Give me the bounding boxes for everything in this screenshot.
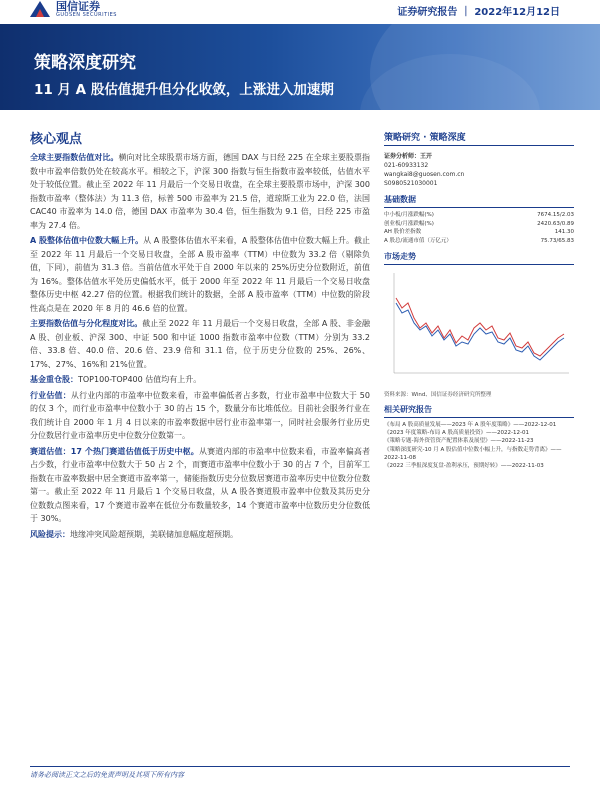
related-report-item[interactable]: 《策略专题-海外资管资产配置体系及展望》——2022-11-23 <box>384 438 534 445</box>
analyst-name <box>384 152 574 161</box>
sidebar <box>384 130 574 470</box>
market-trend-title: 市场走势 <box>384 251 574 265</box>
paragraph-text: 地缘冲突风险超预期，美联储加息幅度超预期。 <box>70 529 238 539</box>
paragraph-text: 横向对比全球股票市场方面，德国 DAX 与日经 225 在全球主要股票指数中市盈率倍数仍处在较高水平。相较之下，沪深 300 指数与恒生指数市盈率较低，估值水平处于较低位置。截止至 2022 年 11 月最后一个交易日收盘，在全球主要股票市场中，沪深 300 指数市盈率（整体法）为 11.3 倍，标普 500 市盈率为 21.5 倍，道琼斯工业为 22.0 倍，法国 CAC40 市盈率为 14.0 倍，德国 DAX 市盈率为 30.4 倍，恒生指数为 9.1 倍，日经 225 市盈率为 27.4 倍。 <box>30 153 370 230</box>
paragraph-index-comparison <box>30 317 370 371</box>
footer-divider <box>30 766 570 767</box>
index-line-blue <box>396 303 564 360</box>
report-category-title: 策略深度研究 <box>34 53 136 73</box>
market-trend-svg <box>384 268 574 388</box>
analyst-cert: S0980521030001 <box>384 180 438 187</box>
analyst-phone: 021-60933132 <box>384 162 429 169</box>
paragraph-text: 从 A 股整体估值水平来看，A 股整体估值中位数大幅上升。截止至 2022 年 11 月最后一个交易日收盘，全部 A 股市盈率（TTM）中位数为 33.2 倍（剔除负值，下同），前值为 31.3 倍。当前估值水平处于自 2000 年以来的 25%历史分位数附近，前值为 16%。整体估值水平处历史偏低水平，低于 2000 年至 2022 年 11 月最后一个交易日收盘整体历史中枢 42.27 倍的位置。根据我们统计的数据，全部 A 股市盈率（TTM）中位数的阶段性高点是在 2020 年 8 月的 46.6 倍的位置。 <box>30 236 370 313</box>
row-value: 141.30 <box>554 229 574 235</box>
paragraph-lead: 行业估值： <box>30 390 71 400</box>
footer-disclaimer: 请务必阅读正文之后的免责声明及其项下所有内容 <box>30 771 184 779</box>
row-key: AH 股价差指数 <box>384 229 422 235</box>
index-line-red <box>396 298 564 356</box>
chart-source: 资料来源：Wind、国信证券经济研究所整理 <box>384 392 492 398</box>
related-report-item[interactable]: 《2022 三季报深度复盘-盈利承压，预期好转》——2022-11-03 <box>384 463 544 470</box>
row-value: 75.73/65.83 <box>540 237 574 244</box>
paragraph-lead: 主要指数估值与分化程度对比。 <box>30 319 143 328</box>
row-value: 7674.15/2.03 <box>537 212 574 218</box>
section-title: 核心观点 <box>30 132 83 147</box>
paragraph-lead: 风险提示： <box>30 529 70 539</box>
paragraph-a-share-median <box>30 234 370 315</box>
logo-subtext: GUOSEN SECURITIES <box>56 11 117 18</box>
paragraph-text: TOP100-TOP400 估值均有上升。 <box>78 375 202 384</box>
row-key: A 股总/流通市值（万亿元） <box>384 237 452 244</box>
paragraph-lead: 全球主要指数估值对比。 <box>30 153 119 162</box>
guosen-logo-icon <box>30 1 50 17</box>
paragraph-text: 从行业内部的市盈率中位数来看，市盈率偏低者占多数，行业市盈率中位数大于 50 的仅 3 个，而行业市盈率中位数小于 30 的占 15 个，数量分布比堆低位。目前社会服务行业在我们统计自 2000 年 1 月 4 日以来的市盈率数据中居行业市盈率第一，同时社会服务行业历史分位数居行业市盈率历史中位数分位数第一。 <box>30 390 370 440</box>
basic-data-row <box>384 220 574 229</box>
paragraph-lead: A 股整体估值中位数大幅上升。 <box>30 236 144 245</box>
paragraph-track <box>30 445 370 526</box>
logo-text: 国信证券 <box>56 0 100 13</box>
basic-data-row <box>384 237 574 246</box>
sidebar-category: 策略研究 · 策略深度 <box>384 130 574 146</box>
paragraph-fund-holdings <box>30 373 370 387</box>
basic-data-row <box>384 228 574 237</box>
row-key: 创业板/月涨跌幅(%) <box>384 220 434 227</box>
paragraph-lead: 基金重仓股： <box>30 375 78 384</box>
paragraph-industry <box>30 389 370 443</box>
analyst-label: 证券分析师：王开 <box>384 153 433 160</box>
report-type-date: 证券研究报告 ｜ 2022年12月12日 <box>397 7 560 18</box>
paragraph-text: 从赛道内部的市盈率中位数来看，市盈率偏高者占少数，行业市盈率中位数大于 50 占 2 个，而赛道市盈率中位数小于 30 的占 7 个，目前军工指数在市盈率数据中居全赛道市盈率第一，储能指数历史分位数居赛道市盈率历史中位数分位数第一。截止至 2022 年 11 月最后 1 个交易日收盘，从 A 股各赛道股市盈率中位数及其历史分位数数点图来看，17 个赛道市盈率在低位分布数量较多，14 个赛道市盈率中位数历史分位数低于 30%。 <box>30 446 371 523</box>
analyst-email[interactable]: wangkai8@guosen.com.cn <box>384 171 465 178</box>
related-reports-title: 相关研究报告 <box>384 404 574 418</box>
logo <box>30 0 117 18</box>
paragraph-text: 截止至 2022 年 11 月最后一个交易日收盘，全部 A 股、非金融 A 股、创业板、沪深 300、中证 500 和中证 1000 指数市盈率中位数（TTM）分别为 33.2 倍、33.8 倍、40.0 倍、20.6 倍、23.9 倍和 31.1 倍，位于历史分位数的 25%、26%、17%、27%、16%和 21%位置。 <box>30 319 370 369</box>
row-value: 2420.63/0.89 <box>537 220 574 227</box>
paragraph-global-valuation <box>30 151 370 232</box>
related-report-item[interactable]: 《布局 A 股高质量发展——2023 年 A 股年度策略》——2022-12-01 <box>384 422 557 428</box>
paragraph-lead: 赛道估值：17 个热门赛道估值低于历史中枢。 <box>30 446 199 456</box>
main-content <box>30 124 370 543</box>
report-headline: 11 月 A 股估值提升但分化收敛，上涨进入加速期 <box>34 82 334 98</box>
related-report-item[interactable]: 《2023 年度策略-布局 A 股高质量投资》——2022-12-01 <box>384 430 529 437</box>
market-trend-chart <box>384 268 574 388</box>
basic-data-row <box>384 211 574 220</box>
row-key: 中小板/月涨跌幅(%) <box>384 212 434 218</box>
related-report-item[interactable]: 《策略深度研究-10 月 A 股估值中位数小幅上升，与指数走势背离》——2022-11-08 <box>384 446 562 461</box>
basic-data-title: 基础数据 <box>384 194 574 208</box>
title-banner <box>0 24 600 110</box>
top-bar <box>0 0 600 20</box>
paragraph-risk <box>30 528 370 542</box>
